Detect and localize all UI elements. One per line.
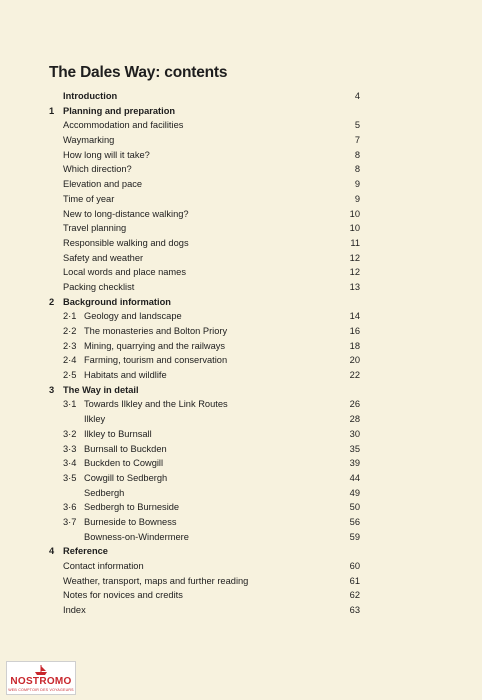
toc-section-number: 3·4 bbox=[63, 458, 77, 469]
toc-entry bbox=[0, 133, 482, 148]
toc-chapter-number: 2 bbox=[49, 296, 55, 307]
toc-page-number: 10 bbox=[349, 223, 360, 234]
toc-entry-title: Index bbox=[63, 605, 86, 616]
toc-entry-title: Packing checklist bbox=[63, 281, 135, 292]
toc-page-number: 8 bbox=[354, 164, 360, 175]
toc-entry bbox=[0, 280, 482, 295]
page-title: The Dales Way: contents bbox=[49, 64, 228, 81]
toc-page-number: 14 bbox=[349, 311, 360, 322]
toc-entry-title: Planning and preparation bbox=[63, 105, 176, 116]
toc-entry bbox=[0, 148, 482, 163]
toc-page-number: 12 bbox=[349, 252, 360, 263]
toc-entry bbox=[0, 118, 482, 133]
toc-entry-title: Buckden to Cowgill bbox=[84, 458, 164, 469]
toc-entry-title: Geology and landscape bbox=[84, 311, 182, 322]
toc-entry-title: Introduction bbox=[63, 91, 118, 101]
toc-page-number: 28 bbox=[349, 414, 360, 425]
toc-entry-title: Habitats and wildlife bbox=[84, 370, 167, 381]
toc-entry-title: Sedbergh bbox=[84, 487, 125, 498]
toc-entry bbox=[0, 574, 482, 589]
toc-entry-title: The Way in detail bbox=[63, 384, 139, 395]
toc-page-number: 20 bbox=[349, 355, 360, 366]
toc-entry bbox=[0, 236, 482, 251]
toc-entry bbox=[0, 295, 482, 310]
toc-entry bbox=[0, 162, 482, 177]
toc-page-number: 9 bbox=[354, 193, 360, 204]
toc-entry bbox=[0, 588, 482, 603]
toc-page-number: 7 bbox=[354, 135, 360, 146]
toc-entry bbox=[0, 265, 482, 280]
toc-entry-title: Contact information bbox=[63, 561, 144, 571]
ship-icon bbox=[33, 664, 49, 676]
toc-entry-title: Which direction? bbox=[63, 164, 132, 175]
toc-entry bbox=[0, 412, 482, 427]
toc-page-number: 26 bbox=[349, 399, 360, 410]
toc-page-number: 13 bbox=[349, 281, 360, 292]
toc-section-number: 3·5 bbox=[63, 472, 77, 483]
toc-entry bbox=[0, 471, 482, 486]
toc-entry-title: Notes for novices and credits bbox=[63, 590, 183, 601]
toc-entry bbox=[0, 251, 482, 266]
toc-section-number: 3·6 bbox=[63, 502, 77, 513]
toc-section-number: 3·2 bbox=[63, 428, 77, 439]
toc-page-number: 10 bbox=[349, 208, 360, 219]
toc-page-number: 50 bbox=[349, 502, 360, 513]
toc-page-number: 35 bbox=[349, 443, 360, 454]
toc-entry-title: Responsible walking and dogs bbox=[63, 237, 189, 248]
toc-entry-title: Safety and weather bbox=[63, 252, 144, 263]
toc-entry bbox=[0, 442, 482, 457]
toc-entry-title: Waymarking bbox=[63, 135, 115, 146]
toc-entry-title: Bowness-on-Windermere bbox=[84, 531, 189, 542]
toc-entry bbox=[0, 486, 482, 501]
toc-entry bbox=[0, 368, 482, 383]
toc-entry-title: Time of year bbox=[63, 193, 115, 204]
toc-section-number: 2·4 bbox=[63, 355, 77, 366]
toc-page-number: 61 bbox=[349, 575, 360, 586]
toc-entry-title: Reference bbox=[63, 546, 108, 557]
toc-chapter-number: 1 bbox=[49, 105, 55, 116]
toc-page-number: 11 bbox=[350, 237, 360, 248]
toc-entry bbox=[0, 192, 482, 207]
toc-entry-title: Travel planning bbox=[63, 223, 127, 234]
toc-entry bbox=[0, 559, 482, 574]
toc-entry bbox=[0, 89, 482, 104]
watermark-tagline: WEB COMPTOIR DES VOYAGEURS bbox=[8, 688, 74, 692]
toc-entry bbox=[0, 339, 482, 354]
toc-page-number: 5 bbox=[354, 120, 360, 131]
toc-entry-title: Ilkley to Burnsall bbox=[84, 428, 152, 439]
toc-page-number: 62 bbox=[349, 590, 360, 601]
toc-section-number: 2·3 bbox=[63, 340, 77, 351]
toc-entry bbox=[0, 383, 482, 398]
table-of-contents bbox=[0, 89, 482, 618]
toc-page-number: 59 bbox=[349, 531, 360, 542]
toc-page-number: 49 bbox=[349, 487, 360, 498]
toc-section-number: 2·2 bbox=[63, 326, 77, 336]
toc-section-number: 3·7 bbox=[63, 516, 77, 527]
toc-page-number: 9 bbox=[354, 179, 360, 190]
toc-entry bbox=[0, 530, 482, 545]
toc-entry-title: Local words and place names bbox=[63, 267, 186, 278]
toc-entry-title: Mining, quarrying and the railways bbox=[84, 340, 226, 351]
toc-page-number: 56 bbox=[349, 516, 360, 527]
toc-section-number: 2·1 bbox=[63, 311, 77, 322]
toc-page-number: 30 bbox=[349, 428, 360, 439]
toc-page-number: 12 bbox=[349, 267, 360, 278]
toc-entry-title: Burneside to Bowness bbox=[84, 516, 177, 527]
toc-entry-title: Towards Ilkley and the Link Routes bbox=[84, 399, 228, 410]
toc-page-number: 63 bbox=[349, 605, 360, 616]
toc-page-number: 60 bbox=[349, 561, 360, 571]
toc-entry bbox=[0, 177, 482, 192]
toc-page-number: 8 bbox=[354, 149, 360, 160]
toc-section-number: 2·5 bbox=[63, 370, 77, 381]
toc-entry bbox=[0, 500, 482, 515]
toc-entry-title: Elevation and pace bbox=[63, 179, 143, 190]
toc-entry bbox=[0, 427, 482, 442]
toc-chapter-number: 4 bbox=[49, 546, 55, 557]
toc-page-number: 16 bbox=[349, 326, 360, 336]
toc-entry-title: Farming, tourism and conservation bbox=[84, 355, 228, 366]
toc-entry bbox=[0, 104, 482, 119]
toc-page-number: 39 bbox=[349, 458, 360, 469]
toc-entry-title: Ilkley bbox=[84, 414, 106, 425]
toc-entry-title: The monasteries and Bolton Priory bbox=[84, 326, 228, 336]
toc-entry bbox=[0, 207, 482, 222]
toc-entry bbox=[0, 221, 482, 236]
toc-entry-title: New to long-distance walking? bbox=[63, 208, 189, 219]
toc-entry bbox=[0, 456, 482, 471]
toc-page-number: 44 bbox=[349, 472, 360, 483]
watermark-brand: NOSTROMO bbox=[10, 676, 72, 687]
watermark-logo bbox=[6, 661, 76, 695]
toc-entry bbox=[0, 309, 482, 324]
toc-entry-title: Sedbergh to Burneside bbox=[84, 502, 180, 513]
toc-entry bbox=[0, 397, 482, 412]
toc-entry bbox=[0, 515, 482, 530]
toc-entry-title: Accommodation and facilities bbox=[63, 120, 184, 131]
toc-section-number: 3·3 bbox=[63, 443, 77, 454]
toc-page-number: 4 bbox=[354, 91, 360, 101]
toc-entry bbox=[0, 324, 482, 339]
toc-entry-title: Burnsall to Buckden bbox=[84, 443, 167, 454]
toc-section-number: 3·1 bbox=[63, 399, 77, 410]
toc-entry bbox=[0, 603, 482, 618]
toc-entry bbox=[0, 353, 482, 368]
toc-entry-title: How long will it take? bbox=[63, 149, 150, 160]
toc-entry bbox=[0, 544, 482, 559]
toc-page-number: 18 bbox=[349, 340, 360, 351]
toc-entry-title: Weather, transport, maps and further reading bbox=[63, 575, 249, 586]
toc-entry-title: Background information bbox=[63, 296, 171, 307]
toc-page-number: 22 bbox=[349, 370, 360, 381]
toc-chapter-number: 3 bbox=[49, 384, 55, 395]
toc-entry-title: Cowgill to Sedbergh bbox=[84, 472, 168, 483]
